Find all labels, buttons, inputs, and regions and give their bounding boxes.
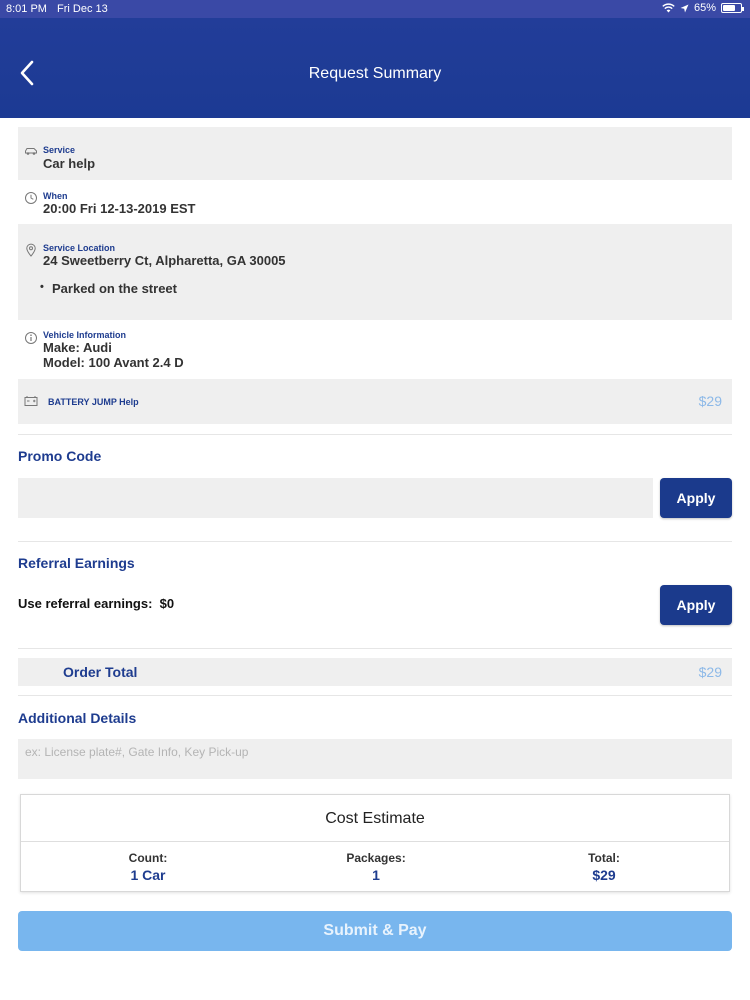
packages-column xyxy=(276,851,476,883)
total-label: Total: xyxy=(588,851,620,865)
promo-apply-button[interactable]: Apply xyxy=(660,478,732,518)
promo-heading: Promo Code xyxy=(18,448,102,464)
additional-details-input[interactable] xyxy=(18,739,732,779)
location-row xyxy=(18,224,732,320)
divider xyxy=(18,695,732,696)
vehicle-label: Vehicle Information xyxy=(43,330,127,340)
promo-code-input[interactable] xyxy=(18,478,653,518)
referral-earnings-text: Use referral earnings: $0 xyxy=(18,596,175,611)
cost-estimate-card xyxy=(20,794,730,892)
order-total-value: $29 xyxy=(698,664,722,680)
service-label: Service xyxy=(43,145,76,155)
referral-apply-button[interactable]: Apply xyxy=(660,585,732,625)
location-note-bullet: • xyxy=(40,281,44,293)
count-column xyxy=(48,851,248,883)
package-price: $29 xyxy=(698,393,722,409)
count-label: Count: xyxy=(128,851,168,865)
vehicle-make: Make: Audi xyxy=(43,340,112,355)
location-address: 24 Sweetberry Ct, Alpharetta, GA 30005 xyxy=(43,253,286,268)
cost-estimate-title: Cost Estimate xyxy=(325,810,425,827)
package-row xyxy=(18,379,732,424)
divider xyxy=(18,541,732,542)
submit-pay-button[interactable]: Submit & Pay xyxy=(18,911,732,951)
order-total-row xyxy=(18,658,732,686)
total-value: $29 xyxy=(592,867,616,883)
status-date: Fri Dec 13 xyxy=(57,3,108,15)
count-value: 1 Car xyxy=(130,867,166,883)
status-time: 8:01 PM xyxy=(6,3,47,15)
location-note: Parked on the street xyxy=(52,281,177,296)
wifi-icon xyxy=(662,3,675,13)
service-row xyxy=(18,127,732,180)
location-label: Service Location xyxy=(43,243,116,253)
battery-car-icon xyxy=(24,394,38,408)
when-row xyxy=(18,180,732,224)
location-pin-icon xyxy=(24,243,38,257)
location-arrow-icon xyxy=(680,4,689,13)
clock-icon xyxy=(24,191,38,205)
status-bar xyxy=(0,0,750,18)
divider xyxy=(18,648,732,649)
divider xyxy=(21,841,729,842)
battery-percent: 65% xyxy=(693,2,716,14)
nav-bar xyxy=(0,18,750,118)
package-name: BATTERY JUMP Help xyxy=(48,397,139,407)
additional-details-heading: Additional Details xyxy=(18,710,137,726)
status-right xyxy=(662,2,742,14)
referral-heading: Referral Earnings xyxy=(18,555,135,571)
battery-icon xyxy=(721,3,742,13)
page-title: Request Summary xyxy=(308,65,442,82)
packages-label: Packages: xyxy=(346,851,406,865)
vehicle-model: Model: 100 Avant 2.4 D xyxy=(43,355,184,370)
divider xyxy=(18,434,732,435)
when-label: When xyxy=(43,191,68,201)
total-column xyxy=(504,851,704,883)
vehicle-row xyxy=(18,320,732,379)
car-icon xyxy=(24,144,38,158)
info-icon xyxy=(24,331,38,345)
packages-value: 1 xyxy=(372,867,380,883)
when-value: 20:00 Fri 12-13-2019 EST xyxy=(43,201,196,216)
service-value: Car help xyxy=(43,156,96,171)
order-total-label: Order Total xyxy=(63,664,138,680)
